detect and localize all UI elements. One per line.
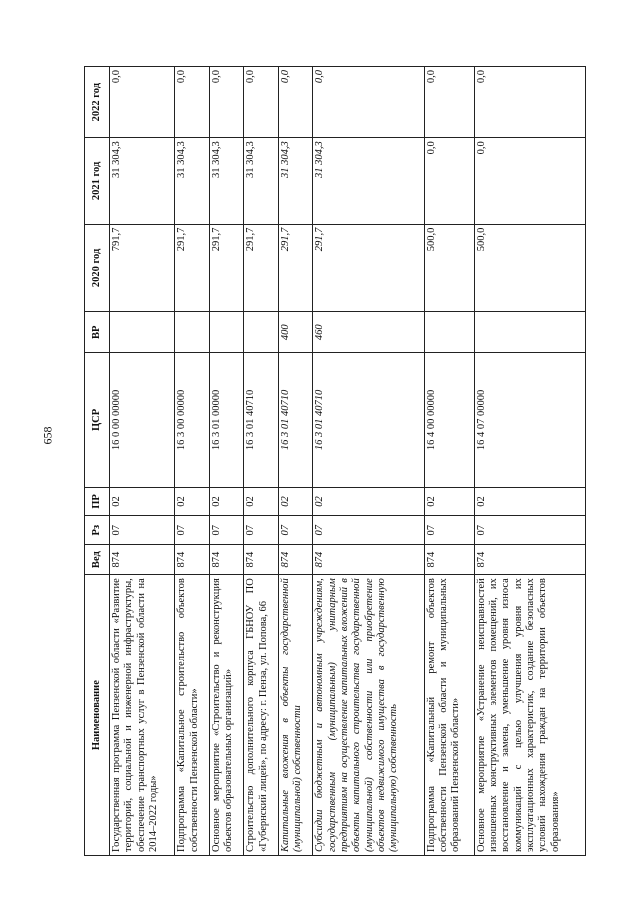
cell-rz: 07 — [175, 516, 209, 545]
cell-ved: 874 — [244, 545, 278, 575]
cell-y2022: 0,0 — [110, 67, 175, 138]
cell-ved: 874 — [424, 545, 474, 575]
cell-csr: 16 4 00 00000 — [424, 353, 474, 487]
cell-name: Капитальные вложения в объекты государственной (муниципальной) собственности — [278, 575, 312, 856]
cell-y2020: 500,0 — [474, 224, 586, 312]
cell-csr: 16 3 01 40710 — [278, 353, 312, 487]
cell-ved: 874 — [313, 545, 424, 575]
cell-y2021: 0,0 — [424, 138, 474, 224]
cell-vr: 400 — [278, 312, 312, 353]
cell-y2021: 31 304,3 — [278, 138, 312, 224]
cell-vr — [474, 312, 586, 353]
cell-y2020: 291,7 — [209, 224, 243, 312]
cell-y2021: 31 304,3 — [313, 138, 424, 224]
cell-pr: 02 — [175, 487, 209, 516]
table-row — [278, 67, 312, 856]
cell-rz: 07 — [244, 516, 278, 545]
table-row — [175, 67, 209, 856]
cell-vr — [175, 312, 209, 353]
cell-vr — [209, 312, 243, 353]
cell-y2022: 0,0 — [424, 67, 474, 138]
cell-ved: 874 — [278, 545, 312, 575]
cell-y2020: 291,7 — [313, 224, 424, 312]
table-row — [474, 67, 586, 856]
cell-pr: 02 — [244, 487, 278, 516]
cell-csr: 16 3 01 40710 — [244, 353, 278, 487]
cell-pr: 02 — [474, 487, 586, 516]
table-row — [110, 67, 175, 856]
cell-rz: 07 — [110, 516, 175, 545]
budget-table — [84, 66, 586, 856]
cell-csr: 16 3 00 00000 — [175, 353, 209, 487]
cell-y2020: 500,0 — [424, 224, 474, 312]
cell-name: Государственная программа Пензенской области «Развитие территорий, социальной и инженерной инфраструктуры, обеспечение транспортных услуг в Пензенской области на 2014–2022 годы» — [110, 575, 175, 856]
cell-ved: 874 — [175, 545, 209, 575]
cell-csr: 16 3 01 00000 — [209, 353, 243, 487]
cell-pr: 02 — [110, 487, 175, 516]
cell-name: Строительство дополнительного корпуса ГБНОУ ПО «Губернский лицей», по адресу: г. Пенза, ул. Попова, 66 — [244, 575, 278, 856]
cell-vr: 460 — [313, 312, 424, 353]
header-pr: ПР — [85, 487, 110, 516]
cell-y2021: 31 304,3 — [175, 138, 209, 224]
header-2021: 2021 год — [85, 138, 110, 224]
cell-name: Основное мероприятие «Устранение неисправностей изношенных конструктивных элементов помещений, их восстановление и замена, уменьшение уровня износа коммуникаций с целью улучшения уровня их эксплуатационных характеристик, создание безопасных условий нахождения граждан на территории объектов образования» — [474, 575, 586, 856]
header-ved: Вед — [85, 545, 110, 575]
cell-rz: 07 — [424, 516, 474, 545]
header-rz: Рз — [85, 516, 110, 545]
cell-name: Субсидии бюджетным и автономным учреждениям, государственным (муниципальным) унитарным предприятиям на осуществление капитальных вложений в объекты капитального строительства государственной (муниципальной) собственности или приобретение объектов недвижимого имущества в государственную (муниципальную) собственность — [313, 575, 424, 856]
cell-y2020: 291,7 — [175, 224, 209, 312]
cell-vr — [244, 312, 278, 353]
cell-vr — [110, 312, 175, 353]
cell-y2020: 791,7 — [110, 224, 175, 312]
cell-y2020: 291,7 — [278, 224, 312, 312]
cell-rz: 07 — [313, 516, 424, 545]
header-2022: 2022 год — [85, 67, 110, 138]
cell-pr: 02 — [278, 487, 312, 516]
cell-csr: 16 0 00 00000 — [110, 353, 175, 487]
page-number: 658 — [40, 426, 55, 445]
cell-rz: 07 — [209, 516, 243, 545]
header-vr: ВР — [85, 312, 110, 353]
table-row — [313, 67, 424, 856]
cell-y2022: 0,0 — [175, 67, 209, 138]
cell-ved: 874 — [110, 545, 175, 575]
cell-rz: 07 — [474, 516, 586, 545]
cell-y2020: 291,7 — [244, 224, 278, 312]
cell-ved: 874 — [474, 545, 586, 575]
cell-ved: 874 — [209, 545, 243, 575]
header-2020: 2020 год — [85, 224, 110, 312]
table-row — [424, 67, 474, 856]
cell-y2022: 0,0 — [313, 67, 424, 138]
cell-name: Подпрограмма «Капитальный ремонт объектов собственности Пензенской области и муниципальных образований Пензенской области» — [424, 575, 474, 856]
cell-name: Подпрограмма «Капитальное строительство объектов собственности Пензенской области» — [175, 575, 209, 856]
cell-pr: 02 — [209, 487, 243, 516]
header-name: Наименование — [85, 575, 110, 856]
cell-pr: 02 — [424, 487, 474, 516]
cell-y2022: 0,0 — [244, 67, 278, 138]
table-row — [244, 67, 278, 856]
cell-y2022: 0,0 — [278, 67, 312, 138]
header-csr: ЦСР — [85, 353, 110, 487]
cell-y2021: 31 304,3 — [110, 138, 175, 224]
cell-rz: 07 — [278, 516, 312, 545]
cell-name: Основное мероприятие «Строительство и реконструкция объектов образовательных организаций» — [209, 575, 243, 856]
cell-y2021: 0,0 — [474, 138, 586, 224]
cell-vr — [424, 312, 474, 353]
cell-pr: 02 — [313, 487, 424, 516]
table-header-row — [85, 67, 110, 856]
table-row — [209, 67, 243, 856]
rotated-table-container — [84, 66, 586, 856]
cell-y2022: 0,0 — [474, 67, 586, 138]
cell-csr: 16 4 07 00000 — [474, 353, 586, 487]
cell-y2022: 0,0 — [209, 67, 243, 138]
cell-y2021: 31 304,3 — [209, 138, 243, 224]
cell-csr: 16 3 01 40710 — [313, 353, 424, 487]
cell-y2021: 31 304,3 — [244, 138, 278, 224]
